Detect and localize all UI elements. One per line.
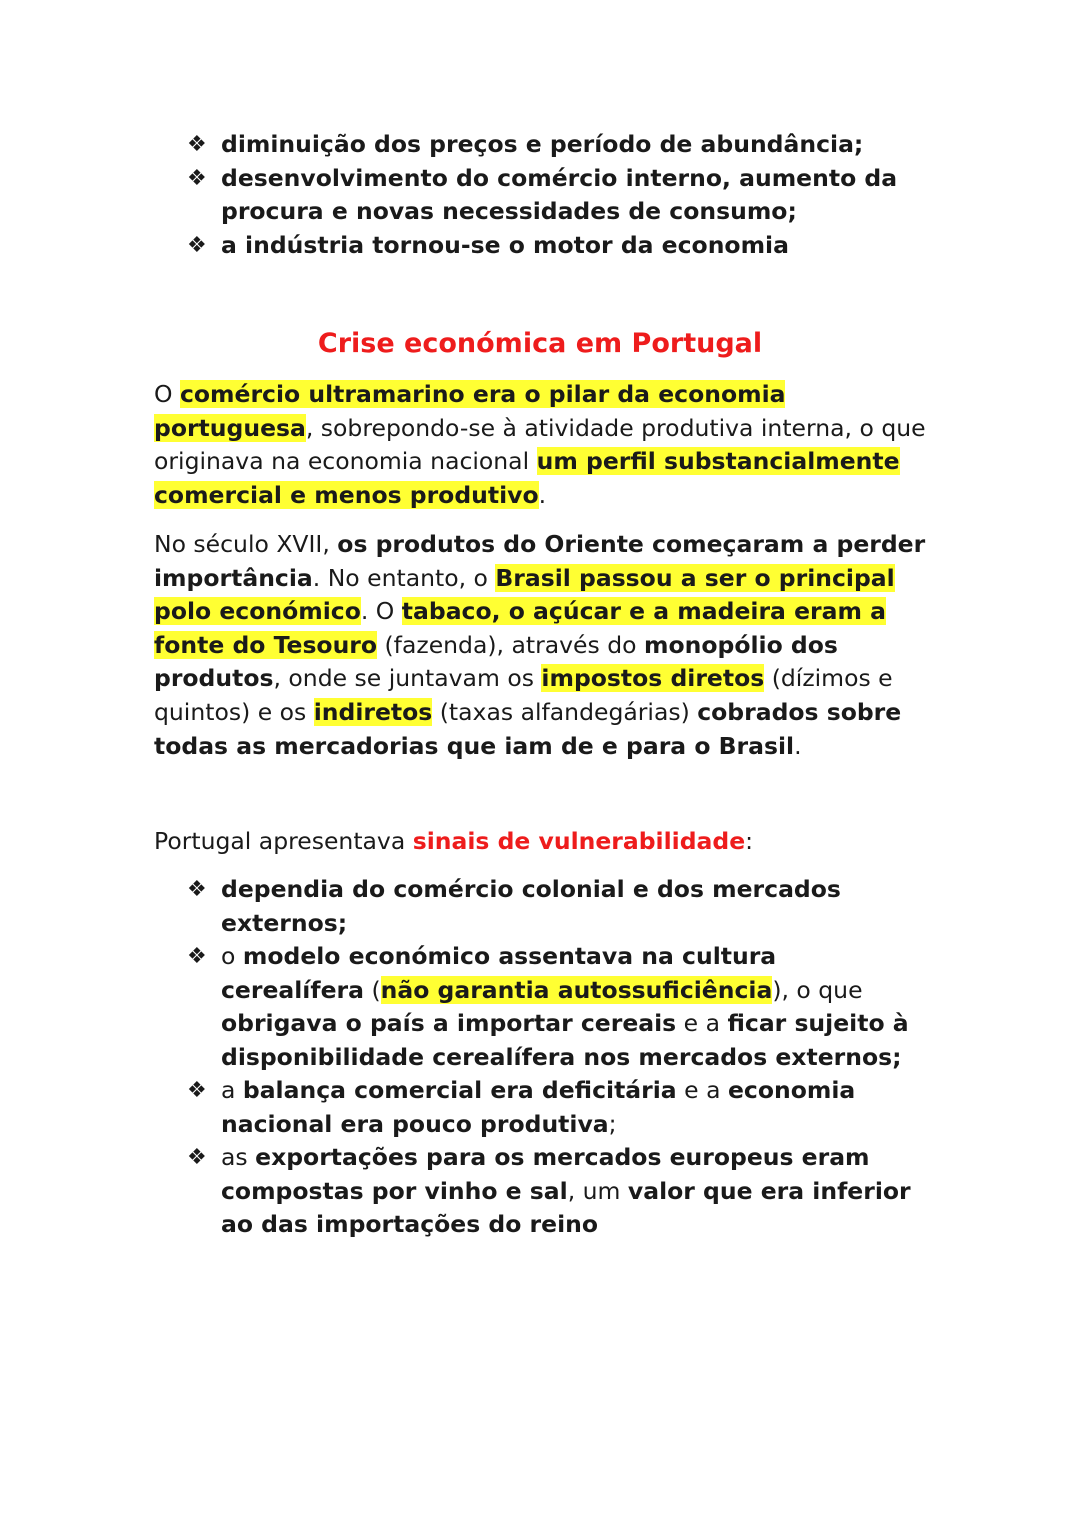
- consequences-list: [187, 128, 907, 262]
- paragraph-overseas-trade: [154, 378, 934, 512]
- highlighted-text: indiretos: [313, 697, 433, 726]
- bold-text: obrigava o país a importar cereais: [221, 1009, 677, 1037]
- text-run: No século XVII,: [154, 530, 338, 558]
- text-run: :: [745, 827, 754, 855]
- text-run: a: [221, 1076, 243, 1104]
- bold-text: modelo económico assentava na cultura cerealífera: [221, 942, 777, 1004]
- text-run: as: [221, 1143, 256, 1171]
- highlighted-text: comércio ultramarino era o pilar da economia portuguesa: [154, 380, 786, 442]
- bold-text: cobrados sobre todas as mercadorias que iam de e para o Brasil: [154, 697, 902, 760]
- text-run: .: [794, 731, 802, 760]
- bold-text: ficar sujeito à disponibilidade cerealífera nos mercados externos;: [221, 1009, 909, 1071]
- bold-text: economia nacional era pouco produtiva: [221, 1076, 856, 1138]
- text-run: (taxas alfandegárias): [432, 697, 698, 726]
- text-run: e a: [676, 1009, 728, 1037]
- list-item: [187, 162, 907, 229]
- text-run: ), o que: [772, 975, 863, 1004]
- list-item: [187, 940, 922, 1074]
- paragraph-vulnerability-intro: [154, 825, 934, 859]
- text-run: (: [363, 975, 381, 1004]
- text-run: Portugal apresentava: [154, 827, 413, 855]
- text-run: (dízimos e quintos) e os: [154, 664, 893, 726]
- text-run: , sobrepondo-se à atividade produtiva interna, o que originava na economia nacional: [154, 413, 926, 476]
- bold-text: monopólio dos produtos: [154, 630, 838, 693]
- text-run: O: [154, 380, 180, 408]
- list-item: [187, 229, 907, 263]
- paragraph-seventeenth-century: [154, 528, 934, 763]
- list-item: [187, 1074, 922, 1141]
- red-emphasis-text: sinais de vulnerabilidade: [412, 827, 746, 855]
- text-run: , onde se juntavam os: [273, 664, 542, 693]
- diamond-bullet-icon: ❖: [187, 132, 207, 157]
- text-run: . O: [360, 597, 402, 626]
- text-run: (fazenda), através do: [377, 630, 644, 659]
- bold-text: exportações para os mercados europeus eram compostas por vinho e sal: [221, 1143, 870, 1205]
- text-run: , um: [567, 1176, 628, 1205]
- list-item-text: desenvolvimento do comércio interno, aumento da procura e novas necessidades de consumo;: [221, 163, 898, 225]
- diamond-bullet-icon: ❖: [187, 877, 207, 902]
- diamond-bullet-icon: ❖: [187, 232, 207, 258]
- diamond-bullet-icon: ❖: [187, 165, 207, 191]
- diamond-bullet-icon: ❖: [187, 1078, 207, 1103]
- text-run: e a: [676, 1076, 728, 1104]
- text-run: .: [538, 480, 547, 509]
- text-run: ;: [608, 1109, 617, 1138]
- highlighted-text: tabaco, o açúcar e a madeira eram a fonte do Tesouro: [154, 597, 886, 659]
- bold-text: valor que era inferior ao das importações do reino: [221, 1176, 911, 1238]
- list-item: [187, 873, 922, 940]
- list-item-text: diminuição dos preços e período de abundância;: [221, 130, 864, 158]
- vulnerability-list: [187, 873, 922, 1242]
- highlighted-text: Brasil passou a ser o principal polo económico: [154, 563, 895, 626]
- text-run: o: [221, 942, 243, 970]
- text-run: . No entanto, o: [312, 563, 496, 592]
- diamond-bullet-icon: ❖: [187, 1145, 207, 1170]
- list-item: [187, 1141, 922, 1242]
- section-heading: Crise económica em Portugal: [317, 328, 763, 359]
- list-item-text: a indústria tornou-se o motor da economia: [221, 230, 789, 259]
- bold-text: balança comercial era deficitária: [242, 1076, 677, 1104]
- bold-text: os produtos do Oriente começaram a perder importância: [154, 530, 926, 592]
- highlighted-text: impostos diretos: [541, 664, 765, 693]
- diamond-bullet-icon: ❖: [187, 944, 207, 969]
- highlighted-text: não garantia autossuficiência: [380, 975, 773, 1004]
- highlighted-text: um perfil substancialmente comercial e menos produtivo: [154, 447, 900, 509]
- bold-text: dependia do comércio colonial e dos mercados externos;: [221, 875, 841, 937]
- list-item: [187, 128, 907, 162]
